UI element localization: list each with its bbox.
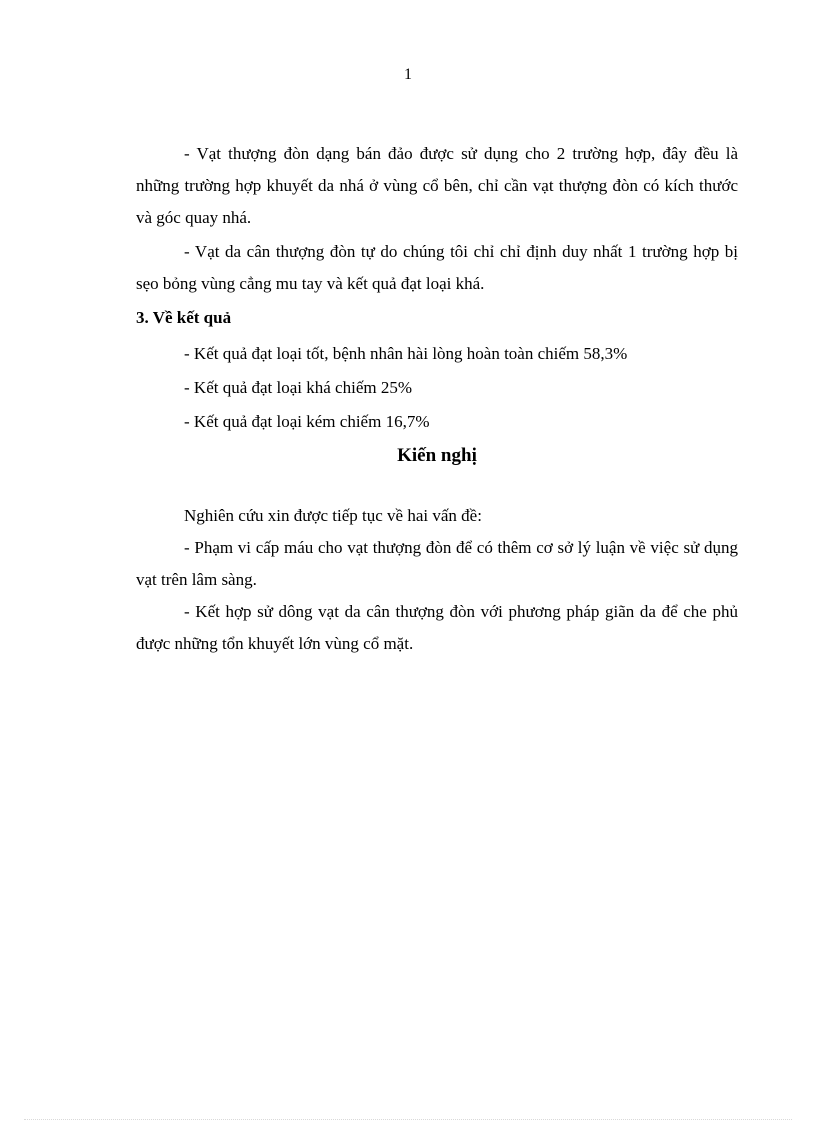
result-item-poor: - Kết quả đạt loại kém chiếm 16,7%	[184, 412, 430, 431]
page-number: 1	[404, 66, 412, 83]
section-title-recommendations: Kiến nghị	[397, 445, 477, 466]
recommendation-item-blood-supply: - Phạm vi cấp máu cho vạt thượng đòn để có thêm cơ sở lý luận về việc sử dụng vạt trên lâm sàng.	[136, 538, 738, 589]
recommendations-intro: Nghiên cứu xin được tiếp tục về hai vấn đề:	[184, 506, 482, 525]
document-body	[136, 138, 738, 660]
paragraph-peninsula-flap: - Vạt thượng đòn dạng bán đảo được sử dụng cho 2 trường hợp, đây đều là những trường hợp khuyết da nhá ở vùng cổ bên, chỉ cần vạt thượng đòn có kích thước và góc quay nhá.	[136, 144, 738, 227]
page-bottom-border	[24, 1119, 792, 1120]
result-item-fair: - Kết quả đạt loại khá chiếm 25%	[184, 378, 413, 397]
results-heading: 3. Về kết quả	[136, 308, 232, 327]
paragraph-free-flap: - Vạt da cân thượng đòn tự do chúng tôi chỉ chỉ định duy nhất 1 trường hợp bị sẹo bỏng vùng cẳng mu tay và kết quả đạt loại khá.	[136, 242, 738, 293]
recommendation-item-tissue-expansion: - Kết hợp sử dông vạt da cân thượng đòn với phương pháp giãn da để che phủ được những tổn khuyết lớn vùng cổ mặt.	[136, 602, 738, 653]
result-item-good: - Kết quả đạt loại tốt, bệnh nhân hài lòng hoàn toàn chiếm 58,3%	[184, 344, 628, 363]
